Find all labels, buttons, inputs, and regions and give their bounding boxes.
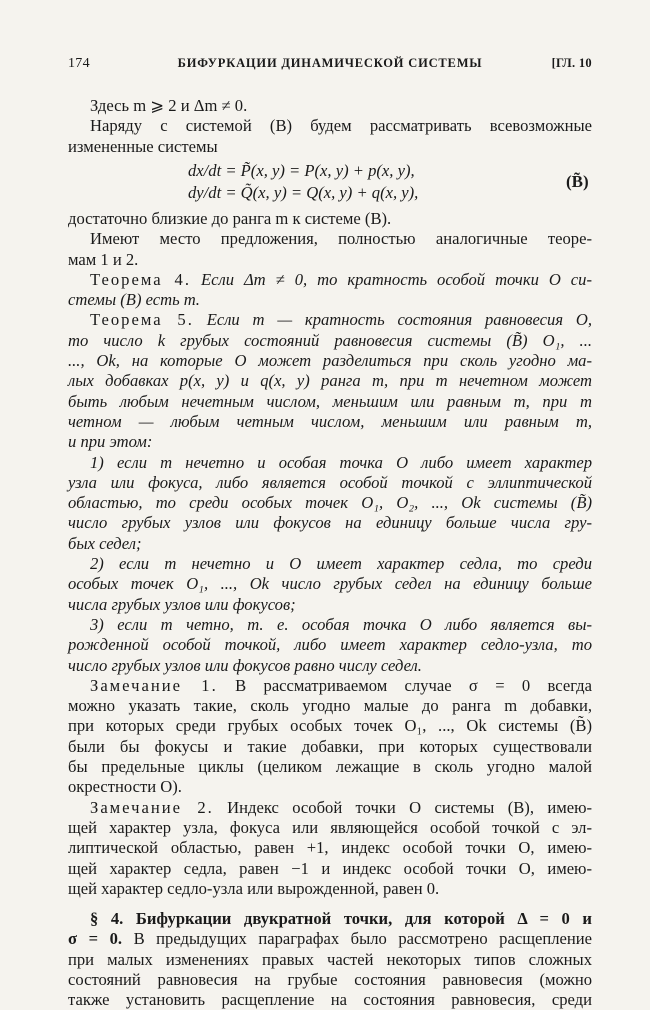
text-line: липтической областью, равен +1, индекс особой точки O, имею-: [68, 838, 592, 858]
text-line: лых добавках p(x, y) и q(x, y) ранга m, при m нечетном может: [68, 371, 592, 391]
text-line: при которых среди грубых особых точек O₁, ..., Ok системы (B̃): [68, 716, 592, 736]
text-line: бых седел;: [68, 533, 142, 553]
text-line: Имеют место предложения, полностью аналогичные теоре-: [90, 229, 592, 249]
text-line: достаточно близкие до ранга m к системе (В).: [68, 208, 392, 228]
text-line: щей характер узла, фокуса или являющейся особой точкой с эл-: [68, 817, 592, 837]
text-line: ..., Ok, на которые O может разделиться при сколь угодно ма-: [68, 351, 592, 370]
equation-line: dx/dt = P̃(x, y) = P(x, y) + p(x, y),: [188, 161, 415, 180]
remark-label: Замечание 2.: [90, 797, 214, 817]
text-line: измененные системы: [68, 136, 218, 156]
text-line: число грубых узлов или фокусов равно числу седел.: [68, 655, 422, 675]
text-line: числа грубых узлов или фокусов;: [68, 594, 296, 614]
text-line: Здесь m ⩾ 2 и Δm ≠ 0.: [90, 96, 248, 115]
text-line: 2) если m нечетно и O имеет характер седла, то среди: [90, 554, 592, 573]
text-line: щей характер седла, равен −1 и индекс особой точки O, имею-: [68, 858, 592, 878]
theorem-label: Теорема 5.: [90, 310, 194, 330]
remark-line: Замечание 2. Индекс особой точки O системы (В), имею-: [90, 797, 592, 817]
text-line: окрестности O).: [68, 777, 182, 797]
text-line: число грубых узлов или фокусов на единицу больше числа гру-: [68, 513, 592, 533]
theorem-label: Теорема 4.: [90, 269, 191, 289]
equation-number: (B̃): [566, 172, 589, 191]
text-line: особых точек O₁, ..., Ok число грубых седел на единицу больше: [68, 574, 592, 594]
text-line: узла или фокуса, либо является особой точкой с эллиптической: [68, 472, 592, 492]
text-line: быть любым нечетным числом, меньшим или равным m, при m: [68, 391, 592, 411]
text-line: рожденной особой точкой, либо имеет характер седло-узла, то: [68, 635, 592, 655]
chapter-label: [ГЛ. 10: [551, 56, 592, 70]
text-line: также установить расщепление на состояния равновесия, среди: [68, 990, 592, 1010]
text-line: были бы фокусы и такие добавки, при которых существовали: [68, 736, 592, 756]
running-title: БИФУРКАЦИИ ДИНАМИЧЕСКОЙ СИСТЕМЫ: [177, 56, 483, 70]
text-line: можно указать такие, сколь угодно малые до ранга m добавки,: [68, 696, 592, 716]
theorem-line: Теорема 5. Если m — кратность состояния равновесия O,: [90, 310, 592, 330]
text-line: бы предельные циклы (целиком лежащие в сколь угодно малой: [68, 757, 592, 776]
theorem-line: Теорема 4. Если Δm ≠ 0, то кратность особой точки O си-: [90, 269, 592, 289]
text-line: стемы (В) есть m.: [68, 290, 200, 310]
text-line: при малых изменениях правых частей некоторых типов сложных: [68, 949, 592, 969]
page-number: 174: [68, 56, 90, 71]
text-line: мам 1 и 2.: [68, 249, 139, 269]
text-line: областью, то среди особых точек O₁, O₂, ..., Ok системы (B̃): [68, 493, 592, 513]
text-line: σ = 0. В предыдущих параграфах было рассмотрено расщепление: [68, 929, 592, 949]
remark-line: Замечание 1. В рассматриваемом случае σ = 0 всегда: [90, 675, 592, 695]
text-line: состояний равновесия на грубые состояния равновесия (можно: [68, 970, 592, 989]
text-line: Наряду с системой (В) будем рассматривать всевозможные: [90, 116, 592, 136]
section-heading: § 4. Бифуркации двукратной точки, для которой Δ = 0 и: [90, 909, 592, 929]
text-line: щей характер седло-узла или вырожденной, равен 0.: [68, 878, 440, 898]
text-line: 1) если m нечетно и особая точка O либо имеет характер: [90, 452, 592, 472]
text-line: то число k грубых состояний равновесия системы (B̃) O₁, ...: [68, 330, 592, 350]
remark-label: Замечание 1.: [90, 675, 218, 695]
text-line: 3) если m четно, т. е. особая точка O либо является вы-: [90, 614, 592, 634]
text-line: четном — любым четным числом, меньшим или равным m,: [68, 411, 592, 431]
text-line: и при этом:: [68, 432, 153, 452]
equation-line: dy/dt = Q̃(x, y) = Q(x, y) + q(x, y),: [188, 183, 419, 202]
